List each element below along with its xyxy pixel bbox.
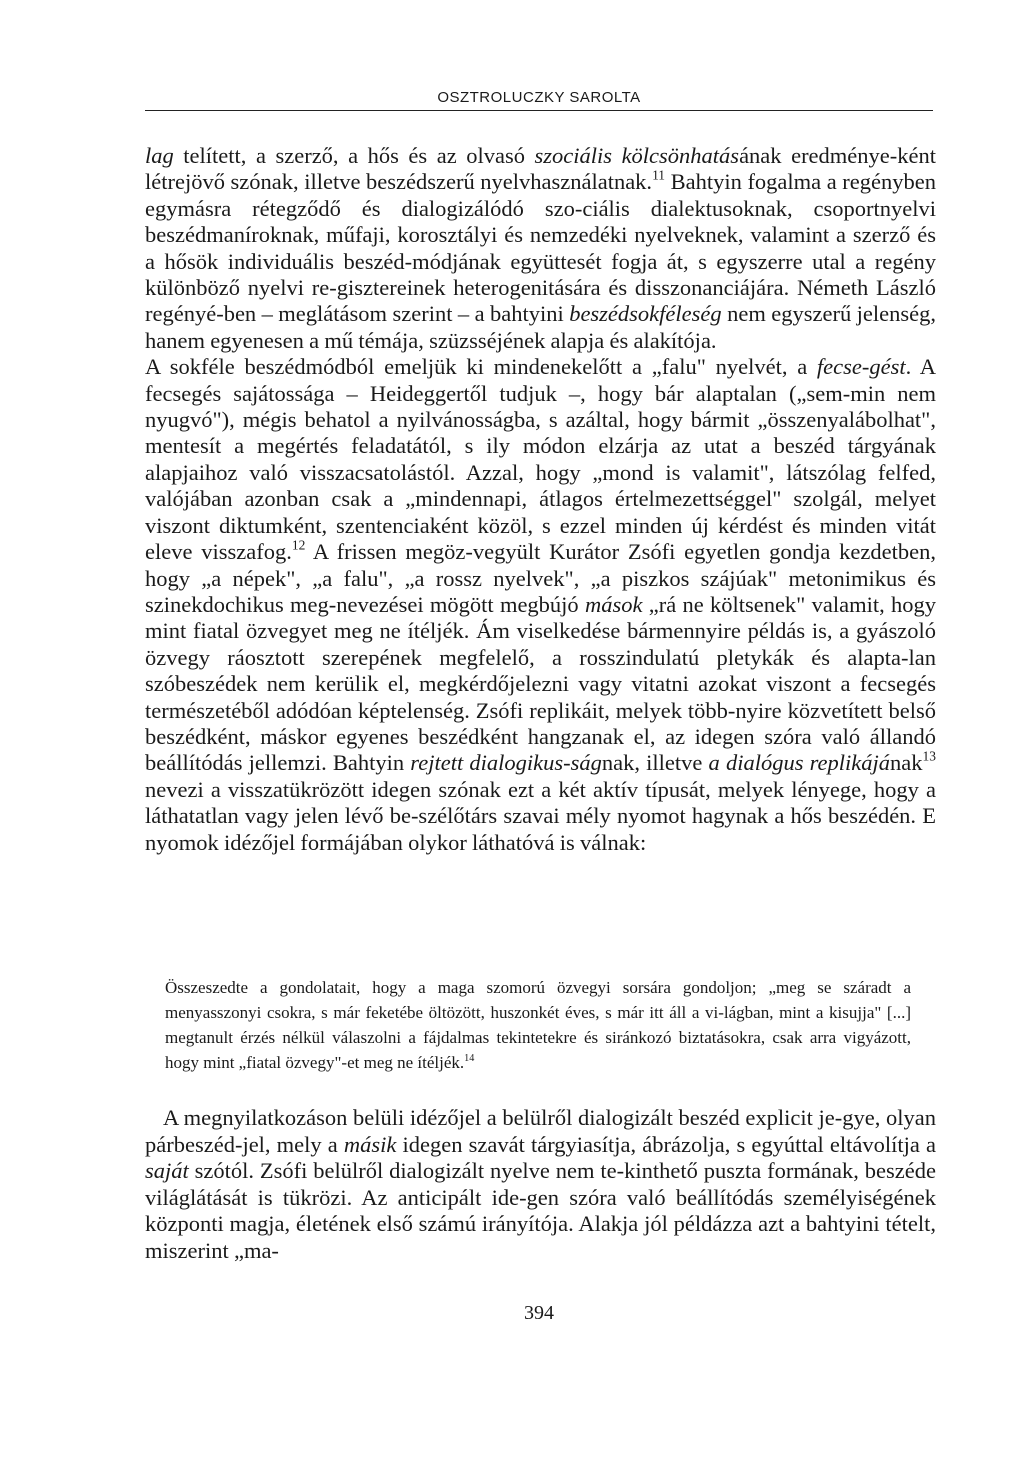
text-span: nevezi a visszatükrözött idegen szónak ezt a két aktív típusát, melyek lényege, hogy a láthatatlan vagy jelen lévő be-szélőtárs szavai mély nyomot hagynak a hős beszédén. E nyomok idézőjel formájában olykor láthatóvá is válnak: [145, 776, 936, 855]
text-span: telített, a szerző, a hős és az olvasó [173, 143, 535, 168]
paragraph-1 [145, 143, 936, 354]
text-span: A sokféle beszédmódból emeljük ki mindenekelőtt a „falu" nyelvét, a [145, 354, 817, 380]
footnote-ref: 11 [652, 167, 666, 183]
italic-term: rejtett dialogikus-ság [410, 750, 602, 776]
paragraph-3 [145, 1105, 936, 1265]
footnote-ref: 14 [464, 1052, 475, 1064]
main-text [145, 143, 936, 856]
text-span: szótól. Zsófi belülről dialogizált nyelve nem te-kinthető puszta formának, beszéde világlátását is tükrözi. Az anticipált ide-gen szóra való beállítódás személyiségének központi magja, életének első számú irányítója. Alakja jól példázza azt a bahtyini tételt, miszerint „ma- [145, 1158, 936, 1263]
text-span: idegen szavát tárgyiasítja, ábrázolja, s egyúttal eltávolítja a [396, 1131, 937, 1157]
italic-term: mások [584, 591, 643, 617]
text-span: nak [890, 750, 923, 776]
footnote-ref: 13 [922, 748, 937, 764]
italic-term: másik [343, 1131, 397, 1157]
text-span: nak, illetve [601, 750, 709, 776]
italic-term: beszédsokféleség [569, 301, 722, 327]
italic-term: saját [145, 1158, 189, 1184]
text-span: nem egyszerű jelenség, hanem egyenesen a mű témája, szüzsséjének alapja és alakítója. [145, 301, 936, 353]
text-span: „rá ne költsenek" valamit, hogy mint fiatal özvegyet meg ne ítéljék. Ám viselkedése bármennyire példás is, a gyászoló özvegy ráosztott szerepének megfelelő, a rosszindulatú pletykák és alapta-lan szóbeszédek nem kerülik el, megkérdőjelezni vagy vitatni azokat viszont a fecsegés természetéből adódóan képtelenség. Zsófi replikáit, melyek több-nyire közvetített belső beszédként, máskor egyenes beszédként hangzanak el, az idegen szóra való állandó beállítódás jellemzi. Bahtyin [145, 591, 936, 776]
italic-term: a dialógus replikájá [708, 750, 891, 776]
text-span: ának eredménye-ként létrejövő szónak, illetve beszédszerű nyelvhasználatnak. [145, 143, 936, 195]
block-quote [165, 975, 911, 1075]
italic-term: lag [145, 143, 174, 168]
text-span: A megnyilatkozáson belüli idézőjel a belülről dialogizált beszéd explicit je-gye, olyan párbeszéd-jel, mely a [145, 1105, 936, 1157]
footnote-ref: 12 [291, 537, 306, 553]
text-span: Bahtyin fogalma a regényben egymásra rétegződő és dialogizálódó szo-ciális dialektusoknak, csoportnyelvi beszédmaníroknak, műfaji, korosztályi és nemzedéki nyelveknek, valamint a szerző és a hősök individuális beszéd-módjának együttesét fogja át, s egyszerre utal a regény különböző nyelvi re-gisztereinek heterogenitására és disszonanciájára. Németh László regényé-ben – meglátásom szerint – a bahtyini [145, 169, 936, 327]
italic-term: szociális kölcsönhatás [534, 143, 740, 168]
header-rule [145, 110, 933, 111]
page-number: 394 [524, 1302, 554, 1324]
paragraph-2 [145, 354, 936, 856]
text-span: . A fecsegés sajátossága – Heideggertől tudjuk –, hogy bár alaptalan („sem-min nem nyugvó"), mégis behatol a nyilvánosságba, s azáltal, hogy bármit „összenyalábolhat", mentesít a megértés feladatától, s ily módon elzárja az utat a beszéd tárgyának alapjaihoz való visszacsatolástól. Azzal, hogy „mond is valamit", látszólag felfed, valójában azonban csak a „mindennapi, átlagos értelmezettséggel" szolgál, melyet viszont diktumként, szentenciaként közöl, s ezzel minden új kérdést és minden vitát eleve visszafog. [145, 354, 937, 565]
quote-text: Összeszedte a gondolatait, hogy a maga szomorú özvegyi sorsára gondoljon; „meg se száradt a menyasszonyi csokra, s már feketébe öltözött, huszonkét éves, s már itt áll a vi-lágban, mint a kisujja" [...] megtanult érzés nélkül válaszolni a fájdalmas tekintetekre és siránkozó biztatásokra, csak arra vigyázott, hogy mint „fiatal özvegy"-et meg ne ítéljék. [165, 978, 911, 1072]
text-span: A frissen megöz-vegyült Kurátor Zsófi egyetlen gondja kezdetben, hogy „a népek", „a falu", „a rossz nyelvek", „a piszkos szájúak" metonimikus és szinekdochikus meg-nevezései mögött megbújó [145, 539, 936, 617]
running-header: OSZTROLUCZKY SAROLTA [437, 89, 641, 106]
italic-term: fecse-gést [816, 354, 906, 380]
